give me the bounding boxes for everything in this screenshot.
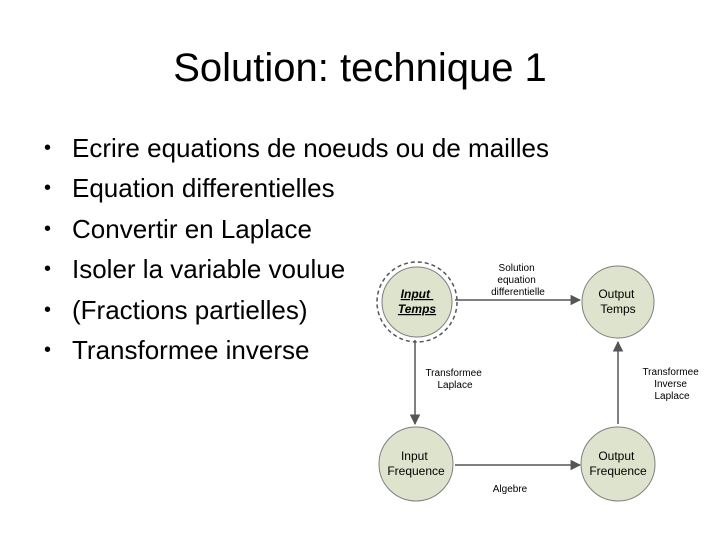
bullet-dot: • bbox=[44, 339, 52, 362]
slide-title: Solution: technique 1 bbox=[173, 46, 547, 90]
node-input-frequence bbox=[379, 427, 453, 501]
bullet-text: Ecrire equations de noeuds ou de mailles bbox=[72, 133, 549, 163]
bullet-dot: • bbox=[44, 258, 52, 281]
edge-label-left: Transformee Laplace bbox=[425, 368, 482, 391]
bullet-text: (Fractions partielles) bbox=[72, 294, 308, 325]
node-output-frequence bbox=[581, 427, 655, 501]
node-label: Output Frequence bbox=[589, 449, 647, 478]
bullet-dot: • bbox=[44, 298, 52, 321]
node-output-temps bbox=[582, 266, 654, 338]
bullet-dot: • bbox=[44, 177, 52, 200]
edge-label-right: Transformee Inverse Laplace bbox=[642, 367, 699, 402]
bullet-text: Convertir en Laplace bbox=[72, 213, 312, 244]
bullet-dot: • bbox=[44, 217, 52, 240]
bullet-dot: • bbox=[44, 137, 52, 159]
bullet-text: Isoler la variable voulue bbox=[72, 254, 346, 285]
node-label: Input Frequence bbox=[387, 449, 445, 478]
node-input-temps bbox=[377, 262, 457, 342]
node-label: Output Temps bbox=[598, 287, 636, 316]
edge-label-bottom: Algebre bbox=[492, 484, 528, 495]
bullet-text: Transformee inverse bbox=[72, 335, 310, 366]
bullet-text: Equation differentielles bbox=[72, 173, 335, 204]
node-label: Input Temps bbox=[397, 287, 437, 316]
edge-label-top: Solution equation differentielle bbox=[491, 263, 545, 298]
